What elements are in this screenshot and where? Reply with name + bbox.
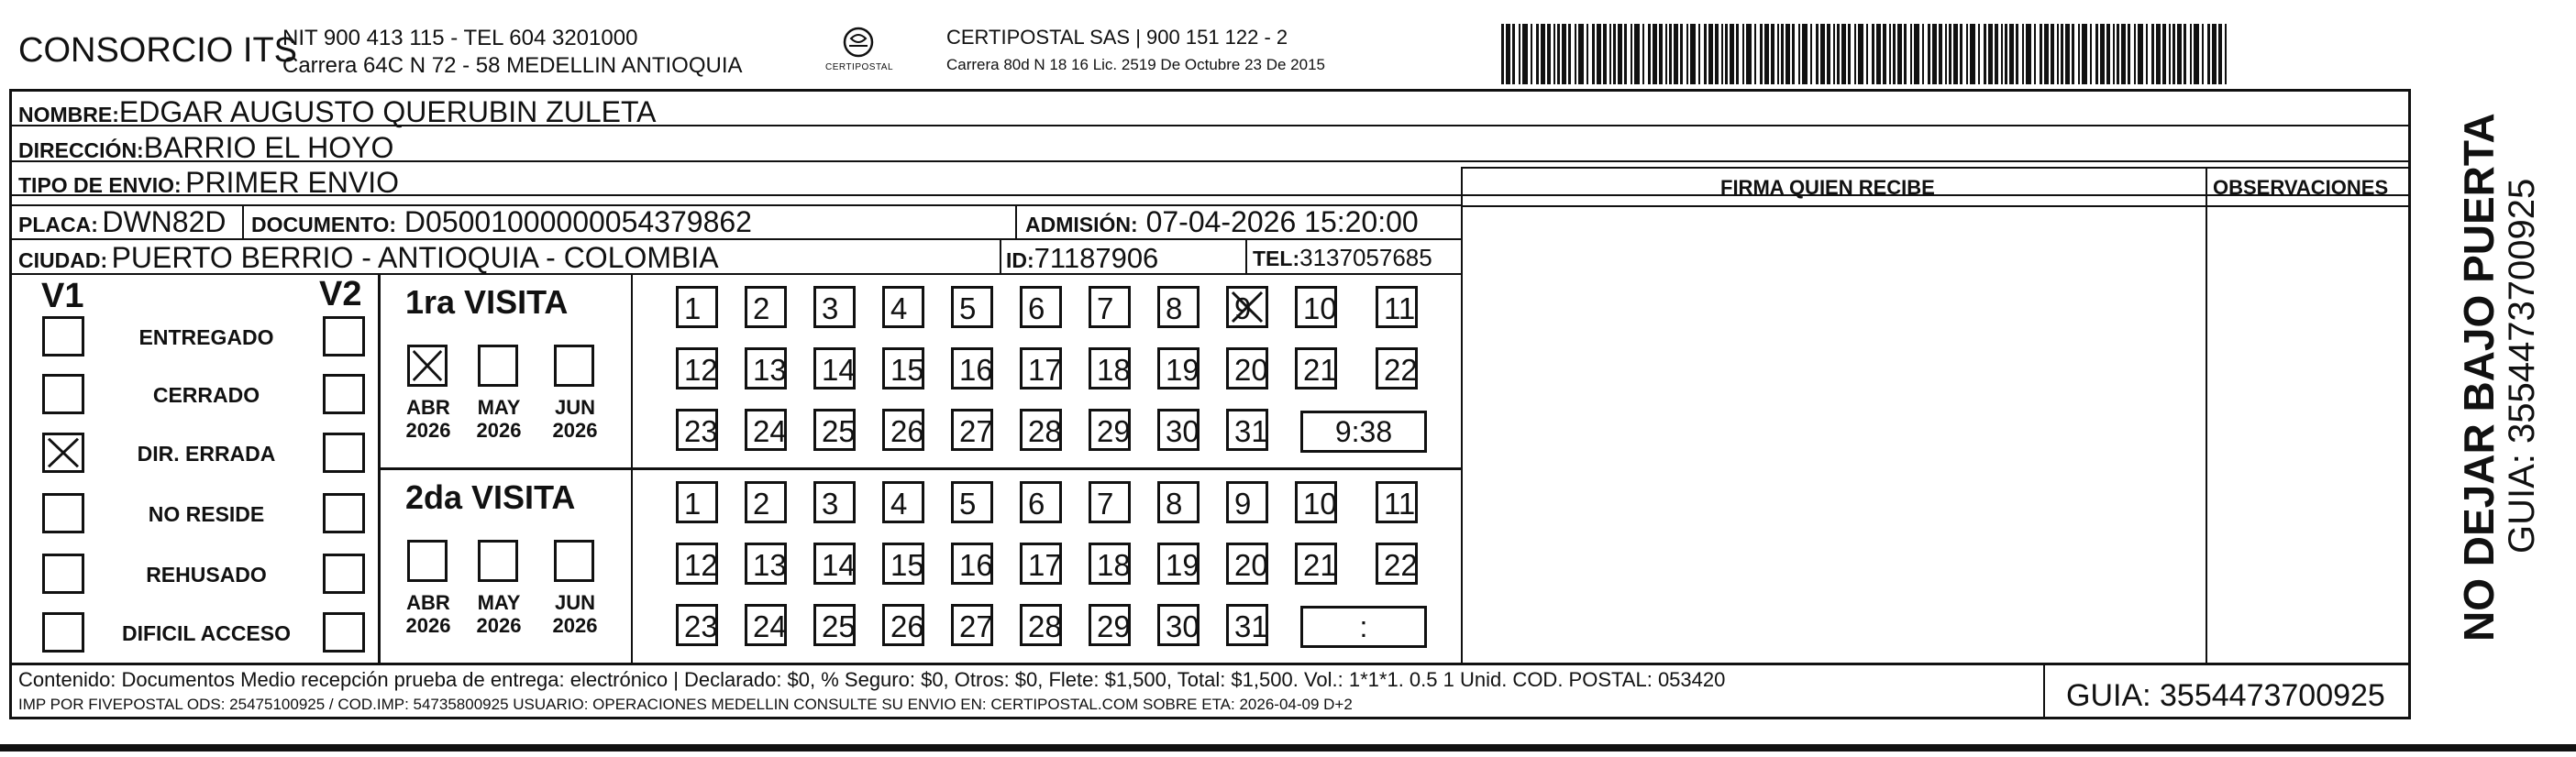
day-box[interactable]: 4 [882, 481, 924, 523]
day-box[interactable]: 2 [745, 286, 787, 328]
month-label: MAY [477, 396, 521, 419]
day-box[interactable]: 18 [1089, 543, 1131, 585]
day-box[interactable]: 29 [1089, 604, 1131, 646]
footer-content: Contenido: Documentos Medio recepción prueba de entrega: electrónico | Declarado: $0, % Seguro: $0, Otros: $0, Flete: $1,500, Total: $1,500. Vol.: 1*1*1. 0.5 1 Unid. COD. POSTAL: 053420 [18, 668, 1726, 691]
month-year: 2026 [552, 419, 598, 442]
day-box[interactable]: 24 [745, 604, 787, 646]
day-box[interactable]: 7 [1089, 481, 1131, 523]
admision-row: ADMISIÓN: 07-04-2026 15:20:00 [1025, 205, 1419, 238]
day-box[interactable]: 20 [1226, 347, 1268, 389]
v2-header: V2 [319, 275, 362, 313]
day-box[interactable]: 27 [951, 604, 993, 646]
frame-left [9, 89, 12, 719]
day-box[interactable]: 31 [1226, 409, 1268, 451]
day-box[interactable]: 31 [1226, 604, 1268, 646]
month-label: ABR [406, 591, 450, 614]
month-label: MAY [477, 591, 521, 614]
day-box[interactable]: 1 [676, 481, 718, 523]
day-box[interactable]: 13 [745, 347, 787, 389]
day-box[interactable]: 9 [1226, 481, 1268, 523]
v2-checkbox[interactable] [323, 374, 365, 414]
month-year: 2026 [405, 614, 451, 637]
visit-title: 2da VISITA [405, 478, 576, 516]
day-box[interactable]: 13 [745, 543, 787, 585]
day-box[interactable]: 15 [882, 347, 924, 389]
direccion-row: DIRECCIÓN:BARRIO EL HOYO [18, 131, 394, 164]
month-year: 2026 [405, 419, 451, 442]
day-box[interactable]: 7 [1089, 286, 1131, 328]
month-checkbox[interactable] [554, 345, 594, 387]
day-box[interactable]: 30 [1157, 409, 1200, 451]
company-name: CONSORCIO ITS [18, 31, 298, 70]
day-box[interactable]: 26 [882, 604, 924, 646]
day-box[interactable]: 11 [1376, 481, 1418, 523]
tipo-row: TIPO DE ENVIO: PRIMER ENVIO [18, 166, 400, 199]
day-box[interactable]: 27 [951, 409, 993, 451]
v1-checkbox[interactable] [42, 612, 84, 653]
day-box[interactable]: 3 [813, 286, 856, 328]
day-box[interactable]: 19 [1157, 543, 1200, 585]
day-box[interactable]: 24 [745, 409, 787, 451]
month-year: 2026 [476, 614, 522, 637]
frame-top [9, 89, 2411, 92]
v1-header: V1 [41, 277, 84, 315]
tipo-value: PRIMER ENVIO [185, 166, 400, 199]
status-label: ENTREGADO [138, 325, 274, 349]
certipostal-logo: CERTIPOSTAL [805, 26, 912, 79]
month-label: JUN [554, 591, 595, 614]
v1-checkbox[interactable] [42, 433, 84, 473]
barcode [1501, 24, 2231, 84]
day-box[interactable]: 8 [1157, 481, 1200, 523]
day-box[interactable]: 6 [1020, 286, 1062, 328]
v1-checkbox[interactable] [42, 374, 84, 414]
day-box[interactable]: 1 [676, 286, 718, 328]
documento-value: D05001000000054379862 [404, 205, 752, 238]
day-box[interactable]: 14 [813, 347, 856, 389]
frame-bottom [9, 717, 2411, 719]
month-checkbox[interactable] [478, 540, 518, 582]
day-box[interactable]: 14 [813, 543, 856, 585]
status-label: DIR. ERRADA [137, 442, 276, 466]
ciudad-value: PUERTO BERRIO - ANTIOQUIA - COLOMBIA [111, 241, 719, 274]
day-box[interactable]: 26 [882, 409, 924, 451]
v2-checkbox[interactable] [323, 554, 365, 594]
day-box[interactable]: 10 [1295, 481, 1337, 523]
month-label: JUN [554, 396, 595, 419]
status-label: NO RESIDE [148, 502, 265, 526]
day-box[interactable]: 6 [1020, 481, 1062, 523]
visit-time-field[interactable]: : [1300, 606, 1427, 648]
observaciones-header: OBSERVACIONES [2213, 176, 2389, 199]
day-box[interactable]: 25 [813, 409, 856, 451]
placa-value: DWN82D [102, 205, 227, 238]
day-box[interactable]: 15 [882, 543, 924, 585]
month-checkbox[interactable] [407, 540, 448, 582]
month-label: ABR [406, 396, 450, 419]
frame-right [2408, 89, 2411, 719]
page-bottom-rule [0, 744, 2576, 752]
admision-value: 07-04-2026 15:20:00 [1145, 205, 1419, 238]
day-box[interactable]: 29 [1089, 409, 1131, 451]
visit-time-field[interactable]: 9:38 [1300, 411, 1427, 453]
day-box[interactable]: 17 [1020, 347, 1062, 389]
documento-row: DOCUMENTO: D05001000000054379862 [251, 205, 752, 238]
day-box[interactable]: 16 [951, 543, 993, 585]
certipostal-address: Carrera 80d N 18 16 Lic. 2519 De Octubre 23 De 2015 [946, 56, 1325, 73]
v1-checkbox[interactable] [42, 316, 84, 357]
v1-checkbox[interactable] [42, 554, 84, 594]
day-box[interactable]: 2 [745, 481, 787, 523]
ciudad-row: CIUDAD: PUERTO BERRIO - ANTIOQUIA - COLOMBIA [18, 241, 719, 274]
day-box[interactable]: 4 [882, 286, 924, 328]
direccion-value: BARRIO EL HOYO [143, 131, 394, 164]
month-checkbox[interactable] [407, 345, 448, 387]
day-box[interactable]: 10 [1295, 286, 1337, 328]
v1-checkbox[interactable] [42, 493, 84, 533]
month-checkbox[interactable] [478, 345, 518, 387]
day-box[interactable]: 12 [676, 543, 718, 585]
footer-guia: GUIA: 3554473700925 [2066, 678, 2385, 713]
v2-checkbox[interactable] [323, 493, 365, 533]
day-box[interactable]: 25 [813, 604, 856, 646]
day-box[interactable]: 28 [1020, 409, 1062, 451]
firma-header: FIRMA QUIEN RECIBE [1720, 176, 1935, 199]
month-checkbox[interactable] [554, 540, 594, 582]
month-year: 2026 [476, 419, 522, 442]
month-year: 2026 [552, 614, 598, 637]
day-box[interactable]: 28 [1020, 604, 1062, 646]
certipostal-line: CERTIPOSTAL SAS | 900 151 122 - 2 [946, 26, 1288, 49]
v2-checkbox[interactable] [323, 612, 365, 653]
day-box[interactable]: 8 [1157, 286, 1200, 328]
day-box[interactable]: 22 [1376, 543, 1418, 585]
day-box[interactable]: 23 [676, 409, 718, 451]
day-box[interactable]: 23 [676, 604, 718, 646]
day-box[interactable]: 18 [1089, 347, 1131, 389]
id-value: 71187906 [1034, 242, 1159, 274]
placa-row: PLACA: DWN82D [18, 205, 227, 238]
day-box[interactable]: 12 [676, 347, 718, 389]
side-guia: GUIA: 3554473700925 [2502, 178, 2542, 554]
status-label: DIFICIL ACCESO [121, 621, 291, 645]
v2-checkbox[interactable] [323, 316, 365, 357]
v2-checkbox[interactable] [323, 433, 365, 473]
day-box[interactable]: 5 [951, 481, 993, 523]
nombre-row: NOMBRE:EDGAR AUGUSTO QUERUBIN ZULETA [18, 95, 657, 128]
status-label: REHUSADO [146, 563, 267, 587]
company-address: Carrera 64C N 72 - 58 MEDELLIN ANTIOQUIA [282, 53, 743, 78]
day-box[interactable]: 17 [1020, 543, 1062, 585]
nit-line: NIT 900 413 115 - TEL 604 3201000 [282, 26, 638, 50]
day-box[interactable]: 21 [1295, 347, 1337, 389]
visit-title: 1ra VISITA [405, 283, 569, 321]
footer-print-info: IMP POR FIVEPOSTAL ODS: 25475100925 / COD.IMP: 54735800925 USUARIO: OPERACIONES MEDELLIN CONSULTE SU ENVIO EN: CERTIPOSTAL.COM SOBRE ETA: 2026-04-09 D+2 [18, 696, 1353, 713]
day-box[interactable]: 5 [951, 286, 993, 328]
no-dejar-bajo-puerta: NO DEJAR BAJO PUERTA [2455, 113, 2503, 642]
tel-row: TEL:3137057685 [1253, 244, 1432, 271]
day-box[interactable]: 11 [1376, 286, 1418, 328]
status-label: CERRADO [152, 383, 260, 407]
day-box[interactable]: 21 [1295, 543, 1337, 585]
tel-value: 3137057685 [1299, 244, 1432, 271]
day-box[interactable]: 20 [1226, 543, 1268, 585]
day-box[interactable]: 16 [951, 347, 993, 389]
nombre-value: EDGAR AUGUSTO QUERUBIN ZULETA [118, 95, 657, 128]
day-box[interactable]: 19 [1157, 347, 1200, 389]
id-row: ID:71187906 [1006, 242, 1159, 274]
day-box[interactable]: 22 [1376, 347, 1418, 389]
day-box[interactable]: 3 [813, 481, 856, 523]
day-box[interactable]: 9 [1226, 286, 1268, 328]
day-box[interactable]: 30 [1157, 604, 1200, 646]
